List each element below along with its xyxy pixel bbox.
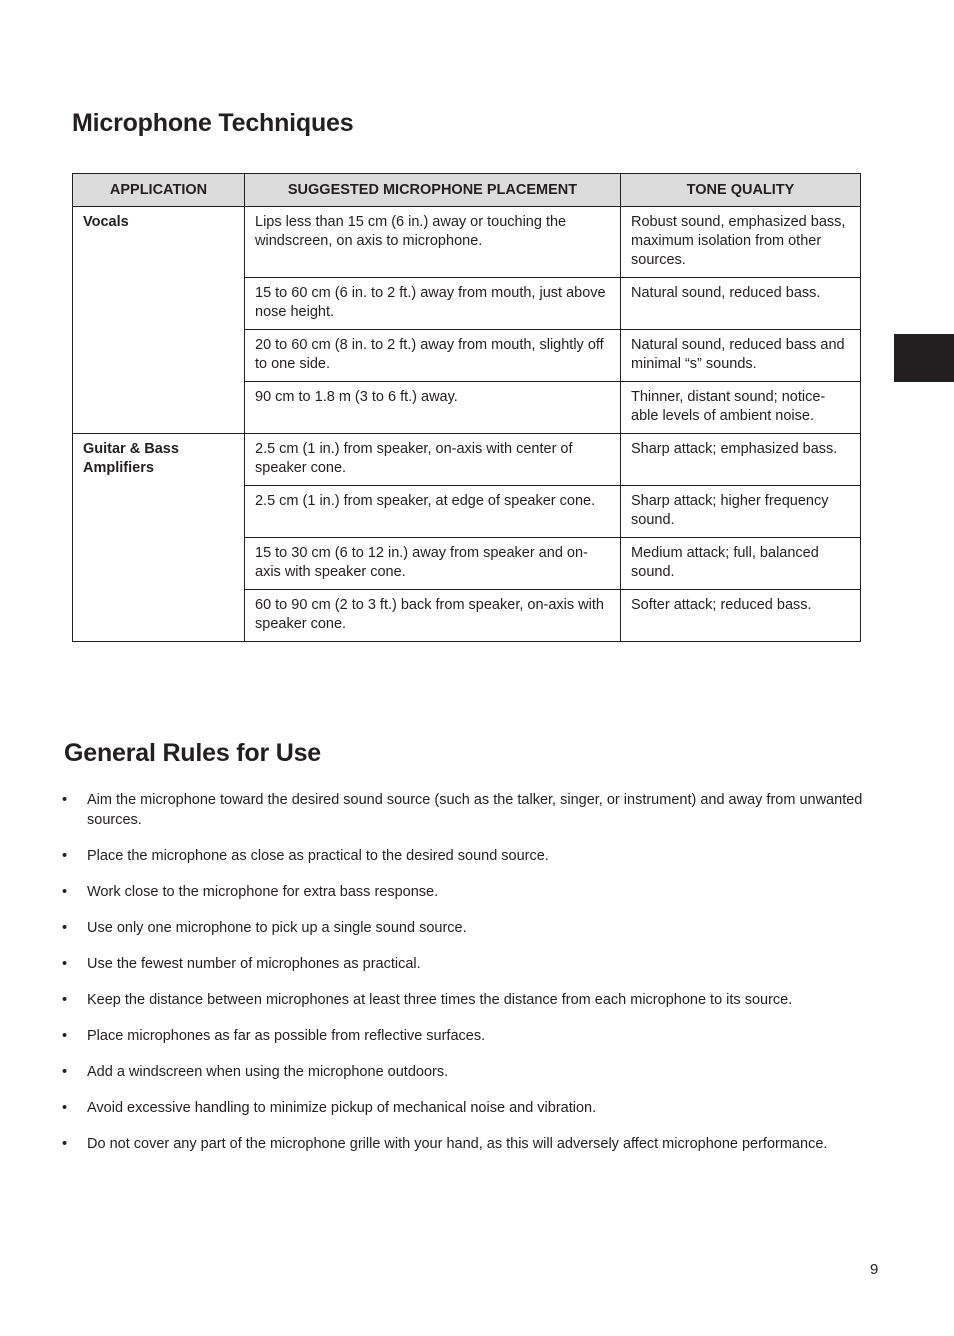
rule-text: Aim the microphone toward the desired sound source (such as the talker, singer, or instrument) and away from unwanted sources. xyxy=(87,792,863,828)
placement-cell: 2.5 cm (1 in.) from speaker, at edge of speaker cone. xyxy=(245,486,621,538)
tone-cell: Medium attack; full, balanced sound. xyxy=(621,538,861,590)
rule-text: Avoid excessive handling to minimize pickup of mechanical noise and vibration. xyxy=(87,1100,597,1116)
list-item xyxy=(60,846,870,866)
rule-text: Place the microphone as close as practical to the desired sound source. xyxy=(87,848,549,864)
list-item xyxy=(60,1098,870,1118)
bullet-icon: • xyxy=(62,956,68,972)
table-header-row xyxy=(73,174,861,207)
placement-cell: 90 cm to 1.8 m (3 to 6 ft.) away. xyxy=(245,382,621,434)
list-item xyxy=(60,1134,870,1154)
section-tab-marker xyxy=(894,334,954,382)
application-cell-vocals: Vocals xyxy=(73,207,245,434)
list-item xyxy=(60,1026,870,1046)
placement-cell: 60 to 90 cm (2 to 3 ft.) back from speaker, on-axis with speaker cone. xyxy=(245,590,621,642)
table-row xyxy=(73,207,861,278)
rule-text: Do not cover any part of the microphone grille with your hand, as this will adversely affect microphone performance. xyxy=(87,1136,828,1152)
bullet-icon: • xyxy=(62,848,68,864)
rule-text: Use the fewest number of microphones as practical. xyxy=(87,956,421,972)
bullet-icon: • xyxy=(62,1100,68,1116)
header-placement: SUGGESTED MICROPHONE PLACEMENT xyxy=(245,174,621,207)
tone-cell: Robust sound, emphasized bass, maximum isolation from other sources. xyxy=(621,207,861,278)
placement-cell: 2.5 cm (1 in.) from speaker, on-axis with center of speaker cone. xyxy=(245,434,621,486)
tone-cell: Natural sound, reduced bass and minimal “s” sounds. xyxy=(621,330,861,382)
application-cell-guitar-bass: Guitar & Bass Amplifiers xyxy=(73,434,245,642)
list-item xyxy=(60,882,870,902)
tone-cell: Thinner, distant sound; notice-able levels of ambient noise. xyxy=(621,382,861,434)
placement-cell: Lips less than 15 cm (6 in.) away or touching the windscreen, on axis to microphone. xyxy=(245,207,621,278)
header-application: APPLICATION xyxy=(73,174,245,207)
tone-cell: Sharp attack; higher frequency sound. xyxy=(621,486,861,538)
general-rules-list xyxy=(60,790,870,1170)
section-title-general-rules: General Rules for Use xyxy=(64,739,322,767)
bullet-icon: • xyxy=(62,884,68,900)
placement-cell: 15 to 60 cm (6 in. to 2 ft.) away from mouth, just above nose height. xyxy=(245,278,621,330)
microphone-techniques-table xyxy=(72,173,861,642)
placement-cell: 20 to 60 cm (8 in. to 2 ft.) away from mouth, slightly off to one side. xyxy=(245,330,621,382)
page-number: 9 xyxy=(870,1261,879,1278)
bullet-icon: • xyxy=(62,1136,68,1152)
rule-text: Add a windscreen when using the microphone outdoors. xyxy=(87,1064,449,1080)
bullet-icon: • xyxy=(62,792,68,808)
tone-cell: Softer attack; reduced bass. xyxy=(621,590,861,642)
bullet-icon: • xyxy=(62,1028,68,1044)
list-item xyxy=(60,990,870,1010)
bullet-icon: • xyxy=(62,1064,68,1080)
placement-cell: 15 to 30 cm (6 to 12 in.) away from speaker and on-axis with speaker cone. xyxy=(245,538,621,590)
bullet-icon: • xyxy=(62,992,68,1008)
header-tone-quality: TONE QUALITY xyxy=(621,174,861,207)
list-item xyxy=(60,918,870,938)
list-item xyxy=(60,790,870,830)
tone-cell: Sharp attack; emphasized bass. xyxy=(621,434,861,486)
table-row xyxy=(73,434,861,486)
tone-cell: Natural sound, reduced bass. xyxy=(621,278,861,330)
rule-text: Keep the distance between microphones at least three times the distance from each microphone to its source. xyxy=(87,992,793,1008)
section-title-microphone-techniques: Microphone Techniques xyxy=(72,109,354,137)
rule-text: Work close to the microphone for extra bass response. xyxy=(87,884,439,900)
bullet-icon: • xyxy=(62,920,68,936)
list-item xyxy=(60,954,870,974)
list-item xyxy=(60,1062,870,1082)
rule-text: Use only one microphone to pick up a single sound source. xyxy=(87,920,467,936)
rule-text: Place microphones as far as possible from reflective surfaces. xyxy=(87,1028,486,1044)
